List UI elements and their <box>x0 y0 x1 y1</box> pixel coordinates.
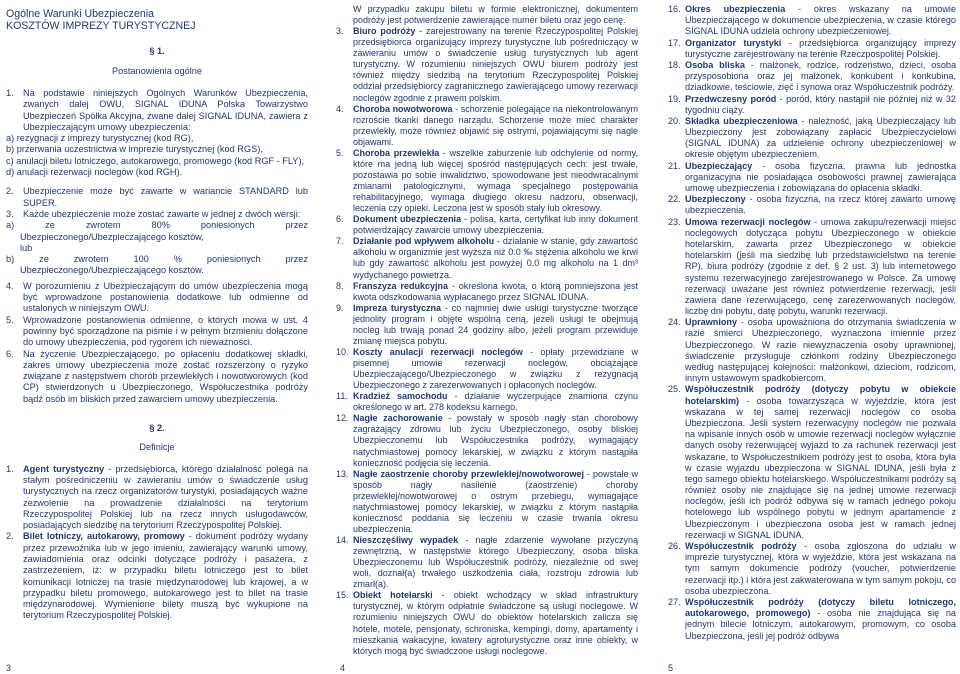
definition-text: - poród, który nastąpił nie później niż w 32 tygodniu ciąży. <box>685 93 956 115</box>
definition-8 <box>336 281 638 303</box>
definition-term: Okres ubezpieczenia <box>685 4 786 14</box>
definition-number: 5. <box>336 147 344 158</box>
definition-number: 17. <box>668 37 681 48</box>
column-3 <box>668 0 956 642</box>
definition-number: 26. <box>668 541 681 551</box>
definition-number: 16. <box>668 4 681 14</box>
definition-text: - osoba fizyczna, na rzecz której zawarto umowę ubezpieczenia. <box>685 194 956 216</box>
definition-text: - osoba fizyczna, prawna lub jednostka organizacyjna nie posiadająca osobowości prawnej zawierająca umowę ubezpieczenia i zobowiązana do opłacenia składki. <box>685 160 956 193</box>
definition-text: - umowa zakupu/rezerwacji miejsc noclegowych dotycząca pobytu Ubezpieczonego w obiekcie hotelarskim, zawarta przez Ubezpieczonego w obiekcie hotelarskim (jeśli ma siedzibę lub przedstawicielstwo na terenie RP), biura podróży (zgodnie z def. § 2 ust. 3) lub internetowego systemu rezerwacyjnego zarejestrowanego w Polsce. Za umowę rezerwacji uważane jest również potwierdzenie rezerwacji, jeśli zawiera dane rezerwującego, cenę zarezerwowanych noclegów, liczbę dni pobytu, datę pobytu, warunki rezerwacji. <box>685 216 957 317</box>
definition-number: 18. <box>668 59 681 70</box>
definition-2-continued <box>336 4 638 26</box>
definition-19 <box>668 94 956 116</box>
section-1-title: Postanowienia ogólne <box>112 65 202 76</box>
provision-text: W porozumieniu z Ubezpieczającym do umów ubezpieczenia mogą być wprowadzone postanowienia dodatkowe lub odmienne od ustalonych w niniejszym OWU. <box>23 280 308 314</box>
definition-text: - wszelkie zaburzenie lub odchylenie od normy, które ma jedną lub więcej spośród następujących cech: jest trwałe, pozostawia po sobie inwalidztwo, spowodowane jest nieodwracalnymi zmianami patologicznymi, wymaga specjalnego postępowania rehabilitacyjnego, wymaga długiego okresu nadzoru, obserwacji, leczenia czy opieki. Leczona jest w sposób stały lub okresowy. <box>353 147 638 214</box>
provision-text: Na podstawie niniejszych Ogólnych Warunków Ubezpieczenia, zwanych dalej OWU, SIGNAL IDUNA Polska Towarzystwo Ubezpieczeń Spółka Akcyjna, zwane dalej SIGNAL IDUNA, zawiera z Ubezpieczającym umowy ubezpieczenia: <box>23 88 308 132</box>
definition-text: - okres wskazany na umowie Ubezpieczającego w dokumencie ubezpieczenia, w czasie którego SIGNAL IDUNA udziela ochrony ubezpieczeniowej. <box>685 4 956 37</box>
provision-6 <box>6 349 308 405</box>
provision-number: 5. <box>6 314 14 325</box>
definition-18 <box>668 60 956 94</box>
definition-number: 6. <box>336 214 344 225</box>
definition-6 <box>336 214 638 236</box>
definition-term: Franszyza redukcyjna <box>353 280 448 291</box>
definition-term: Choroba nowotworowa <box>353 103 453 114</box>
definition-number: 8. <box>336 280 344 291</box>
definition-16 <box>668 4 956 38</box>
definition-26 <box>668 541 956 597</box>
definition-text: - przedsiębiorca, którego działalność polega na stałym pośredniczeniu w zawieraniu umów o świadczenie usług turystycznych na rzecz organizatorów turystyki, posiadających ważne zezwolenie na prowadzenie działalności na terytorium Rzeczypospolitej Polskiej lub na rzecz innych usługodawców, posiadających siedzibę na terytorium Rzeczypospolitej Polskiej. <box>23 463 308 531</box>
definition-number: 2. <box>6 531 14 542</box>
definition-12 <box>336 413 638 468</box>
definition-text: - powstałe w sposób nagły nasilenie (zaostrzenie) choroby przewlekłej/nowotworowej o ostrym przebiegu, wymagające natychmiastowej pomocy lekarskiej, w związku z którym nastąpiła konieczność poddania się leczeniu w czasie trwania okresu ubezpieczenia. <box>353 468 638 534</box>
definition-number: 24. <box>668 317 681 328</box>
definition-number: 7. <box>336 236 344 247</box>
column-1 <box>6 0 308 622</box>
definition-term: Koszty anulacji rezerwacji noclegów <box>353 346 523 357</box>
definition-20 <box>668 116 956 161</box>
definition-15 <box>336 590 638 656</box>
definition-text: - działanie wyczerpujące znamiona czynu określonego w art. 278 kodeksu karnego. <box>353 391 638 413</box>
definition-term: Kradzież samochodu <box>353 391 448 402</box>
definition-text: - działanie w stanie, gdy zawartość alkoholu w organizmie jest wyższa niż 0.0 ‰ stężenia alkoholu we krwi lub gdy zawartość alkoholu jest powyżej 0.0 mg alkoholu na 1 dm³ wydychanego powietrza. <box>353 236 638 280</box>
definition-number: 4. <box>336 103 344 114</box>
definition-text: - co najmniej dwie usługi turystyczne tworzące jednolity program i objęte wspólną ceną, jeżeli usługi te obejmują nocleg lub trwają ponad 24 godziny albo, jeżeli program przewiduje zmianę miejsca pobytu. <box>353 302 638 346</box>
definition-22 <box>668 194 956 216</box>
definition-number: 21. <box>668 160 681 171</box>
definition-text: - obiekt wchodzący w skład infrastruktury turystycznej, w którym odpłatnie świadczone są usługi noclegowe. W rozumieniu niniejszych OWU do obiektów hotelarskich zalicza się hotele, motele, pensjonaty, schroniska, kempingi, domy, apartamenty i mieszkania wakacyjne, kwatery agroturystyczne oraz inne obiekty, w których mogą być świadczone usługi noclegowe. <box>353 590 639 656</box>
definition-term: Ubezpieczający <box>685 160 753 171</box>
definition-term: Ubezpieczony <box>685 194 746 205</box>
definition-number: 13. <box>336 468 349 479</box>
definition-text: W przypadku zakupu biletu w formie elektronicznej, dokumentem podróży jest potwierdzenie zawierające numer biletu oraz jego cenę. <box>353 4 638 26</box>
header-title-line2: KOSZTÓW IMPREZY TURYSTYCZNEJ <box>6 20 196 33</box>
version-b: b) ze zwrotem 100 % poniesionych przez Ubezpieczonego/Ubezpieczającego kosztów. <box>6 254 308 276</box>
definition-14 <box>336 535 638 590</box>
definition-number: 3. <box>336 26 344 37</box>
definition-21 <box>668 161 956 195</box>
definition-term: Impreza turystyczna <box>353 302 441 313</box>
definition-text: - dokument podróży wydany przez przewoźnika lub w jego imieniu, zawierający warunki umowy, zawiadomienia oraz odcinki dotyczące podróży i pasażera, z zastrzeżeniem, iż: w przypadku biletu lotniczego jest to bilet komunikacji lotniczej na trasie międzynarodowej lub krajowej, a w przypadku biletu promowego, autokarowego jest to bilet na trasie międzynarodowej. Wymienione bilety muszą być wykupione na terytorium Rzeczypospolitej Polskiej. <box>23 531 308 621</box>
definition-number: 22. <box>668 194 681 205</box>
definition-text: - schorzenie polegające na niekontrolowanym rozroście tkanki danego narządu. Schorzenie może mieć charakter przewlekły, może również objawić się ostrymi, pojawiającymi się nagle objawami. <box>353 103 638 147</box>
provision-text: Każde ubezpieczenie może zostać zawarte w jednej z dwóch wersji: <box>23 208 301 219</box>
provision-number: 2. <box>6 186 14 197</box>
definition-number: 9. <box>336 302 344 313</box>
page-number: 3 <box>6 663 12 673</box>
definition-text: - przedsiębiorca organizujący imprezy turystyczne zarejestrowany na terenie Rzeczpospolitej Polskiej. <box>685 37 956 59</box>
section-2-title: Definicje <box>139 442 175 453</box>
definition-text: - określona kwota, o którą pomniejszona jest kwota odszkodowania wypłacanego przez SIGNAL IDUNA. <box>353 280 638 302</box>
definition-27 <box>668 597 956 642</box>
scope-item: a) rezygnacji z imprezy turystycznej (kod RG), <box>6 133 194 144</box>
definition-term: Choroba przewlekła <box>353 147 440 158</box>
version-or: lub <box>20 242 33 253</box>
provision-text: Ubezpieczenie może być zawarte w wariancie STANDARD lub SUPER. <box>23 186 308 208</box>
definition-term: Współuczestnik podróży <box>685 541 797 551</box>
scope-item: d) anulacji rezerwacji noclegów (kod RGH). <box>6 167 183 178</box>
definition-term: Biuro podróży <box>353 26 416 37</box>
definition-text: - należność, jaką Ubezpieczający lub Ubezpieczony jest zobowiązany zapłacić Ubezpieczycielowi (SIGNAL IDUNA) za udzielenie ochrony ubezpieczeniowej w okresie objętym ubezpieczeniem. <box>685 115 956 160</box>
page-number: 4 <box>340 663 346 673</box>
provision-text: Wprowadzone postanowienia odmienne, o których mowa w ust. 4 powinny być sporządzone na piśmie i w pełnym brzmieniu dołączone do umowy ubezpieczenia, pod rygorem ich nieważności. <box>23 314 308 348</box>
provision-number: 3. <box>6 208 14 219</box>
definition-4 <box>336 104 638 148</box>
definition-term: Nieszczęśliwy wypadek <box>353 535 459 545</box>
provision-4 <box>6 281 308 315</box>
scope-list <box>6 133 308 178</box>
provision-number: 6. <box>6 348 14 359</box>
definition-term: Nagłe zachorowanie <box>353 413 443 424</box>
provision-number: 1. <box>6 88 14 98</box>
definition-term: Osoba bliska <box>685 59 745 70</box>
provision-text: Na życzenie Ubezpieczającego, po opłaceniu dodatkowej składki, zakres umowy ubezpieczenia może zostać rozszerzony o ryzyko związane z następstwem chorób przewlekłych i nowotworowych (kod CP) stwierdzonych u Ubezpieczonego, Współuczestnika podróży bądź osób im bliskich przed zawarciem umowy ubezpieczenia. <box>23 348 308 404</box>
section-1-number: § 1. <box>149 46 165 57</box>
version-a: a) ze zwrotem 80% poniesionych przez Ubezpieczonego/Ubezpieczającego kosztów, <box>6 220 308 242</box>
provision-5 <box>6 315 308 349</box>
definition-text: - osoba towarzysząca w wyjeździe, która jest wskazana w tej samej rezerwacji noclegów co osoba Ubezpieczona. Jeśli system rezerwacyjny noclegów nie pozwala na wpisanie innych osób w umowie rezerwacji noclegów wyłącznie danych osoby rezerwującej wyjazd to za rachunek rezerwacji jest wskazane, to Współuczestnikiem podróży jest to osoba, która była w czasie wyjazdu ubezpieczona w SIGNAL IDUNA, jeśli była z tego samego obiektu hotelarskiego. Współuczestnikami podróży są również osoby nie znajdujące się na jednej umowie rezerwacji noclegów, jeśli ich podróż odbywa się w ramach jednego pokoju hotelowego lub wspólnego pobytu w jednym apartamencie z Ubezpieczonym i ubezpieczona osoba jest w ramach jednej rezerwacji w SIGNAL IDUNA. <box>685 395 956 540</box>
definition-23 <box>668 217 956 318</box>
section-2-number: § 2. <box>149 423 165 434</box>
definition-number: 14. <box>336 535 349 545</box>
provision-number: 4. <box>6 280 14 291</box>
definition-25 <box>668 384 956 541</box>
definition-number: 19. <box>668 93 681 104</box>
definition-term: Obiekt hotelarski <box>353 590 433 601</box>
definition-number: 12. <box>336 413 349 424</box>
definition-number: 11. <box>336 391 348 402</box>
scope-item: b) przerwania uczestnictwa w imprezie turystycznej (kod RGS), <box>6 144 263 155</box>
definition-text: - osoba upoważniona do otrzymania świadczenia w razie śmierci Ubezpieczonego, wyznaczona imiennie przez Ubezpieczonego. W razie niewyznaczenia osoby uprawnionej, świadczenie przysługuje członkom rodziny Ubezpieczonego według następującej kolejności: małżonkowi, dzieciom, rodzicom, innym ustawowym spadkobiercom. <box>685 317 956 384</box>
document-header <box>6 8 308 32</box>
definition-term: Przedwczesny poród <box>685 93 777 104</box>
provision-1 <box>6 88 308 133</box>
definition-term: Bilet lotniczy, autokarowy, promowy <box>23 531 185 542</box>
definition-number: 25. <box>668 384 681 395</box>
definition-number: 1. <box>6 463 14 474</box>
definition-17 <box>668 38 956 60</box>
scope-item: c) anulacji biletu lotniczego, autokarowego, promowego (kod RGF - FLY), <box>6 155 305 166</box>
definition-10 <box>336 347 638 391</box>
definition-term: Współuczestnik podróży (dotyczy pobytu w obiekcie hotelarskim) <box>685 384 956 406</box>
definition-3 <box>336 26 638 103</box>
definition-text: - małżonek, rodzice, rodzeństwo, dzieci, osoba przysposobiona oraz jej małżonek, konkubent i konkubina, dziadkowie, teściowie, zięć i synowa oraz Współuczestnik podróży. <box>685 59 957 93</box>
definition-text: - osoba nie znajdująca się na jednym bilecie lotniczym, autokarowym, promowym, co osoba Ubezpieczona, jeśli jej podróż odbywa <box>685 608 956 641</box>
header-title-line1: Ogólne Warunki Ubezpieczenia <box>6 8 154 20</box>
definition-term: Organizator turystyki <box>685 37 782 48</box>
definition-text: - nagłe zdarzenie wywołane przyczyną zewnętrzną, w następstwie którego Ubezpieczony, osoba bliska Ubezpieczonemu lub Współuczestnik podróży, niezależnie od swej woli, doznał(a) trwałego uszkodzenia ciała, rozstroju zdrowia lub zmarł(a). <box>353 535 638 590</box>
provision-2 <box>6 186 308 209</box>
definition-term: Składka ubezpieczeniowa <box>685 115 798 126</box>
definition-term: Uprawniony <box>685 317 738 328</box>
definition-number: 10. <box>336 346 349 357</box>
definition-text: - opłaty przewidziane w pisemnej umowie rezerwacji noclegów, obciążające Ubezpieczającego/Ubezpieczonego w związku z rezygnacją Ubezpieczonego z zarezerwowanych i opłaconych noclegów. <box>353 346 638 391</box>
definition-13 <box>336 469 638 535</box>
definition-term: Agent turystyczny <box>23 463 105 474</box>
definition-number: 15. <box>336 590 349 601</box>
column-2 <box>336 0 638 657</box>
definition-5 <box>336 148 638 214</box>
definition-text: - polisa, karta, certyfikat lub inny dokument potwierdzający zawarcie umowy ubezpieczenia. <box>353 214 638 236</box>
definition-7 <box>336 236 638 280</box>
definition-24 <box>668 317 956 384</box>
definition-text: - zarejestrowany na terenie Rzeczypospolitej Polskiej przedsiębiorca organizujący imprezy turystyczne lub pośredniczący w zawieraniu umów o świadczenie usług turystycznych lub agent turystyczny. W rozumieniu niniejszych OWU biurem podróży jest również między siedzibą na terytorium Rzeczypospolitej Polskiej oddział przedsiębiorcy zagranicznego zawierającego umowy rezerwacji noclegów zgodnie z prawem polskim. <box>353 26 638 103</box>
definition-9 <box>336 303 638 347</box>
definition-number: 20. <box>668 115 681 126</box>
definition-term: Współuczestnik podróży (dotyczy biletu lotniczego, autokarowego, promowego) <box>685 596 956 619</box>
definition-1 <box>6 464 308 532</box>
definition-term: Umowa rezerwacji noclegów <box>685 216 811 227</box>
provision-3 <box>6 209 308 220</box>
definition-number: 23. <box>668 216 681 227</box>
definition-text: - powstały w sposób nagły stan chorobowy zagrażający zdrowiu lub życiu Ubezpieczonego, osoby bliskiej Ubezpieczonemu lub Współuczestnika podróży, wymagający natychmiastowej pomocy lekarskiej, w związku z którym nastąpiła konieczność podjęcia się leczenia. <box>353 413 638 468</box>
definition-text: - osoba zgłoszona do udziału w imprezie turystycznej, która w wyjeździe, która jest wskazana na tym samym dokumencie podróży (voucher, potwierdzenie rezerwacji itp.) i która jest zakwaterowana w tym samym pokoju, co osoba ubezpieczona. <box>685 541 956 596</box>
definition-number <box>336 4 353 26</box>
page-number: 5 <box>668 663 674 673</box>
definition-term: Dokument ubezpieczenia <box>353 214 462 225</box>
definition-11 <box>336 391 638 413</box>
definition-number: 27. <box>668 596 681 607</box>
definition-term: Działanie pod wpływem alkoholu <box>353 236 495 247</box>
definition-term: Nagłe zaostrzenie choroby przewlekłej/nowotworowej <box>353 468 585 479</box>
definition-2 <box>6 531 308 621</box>
